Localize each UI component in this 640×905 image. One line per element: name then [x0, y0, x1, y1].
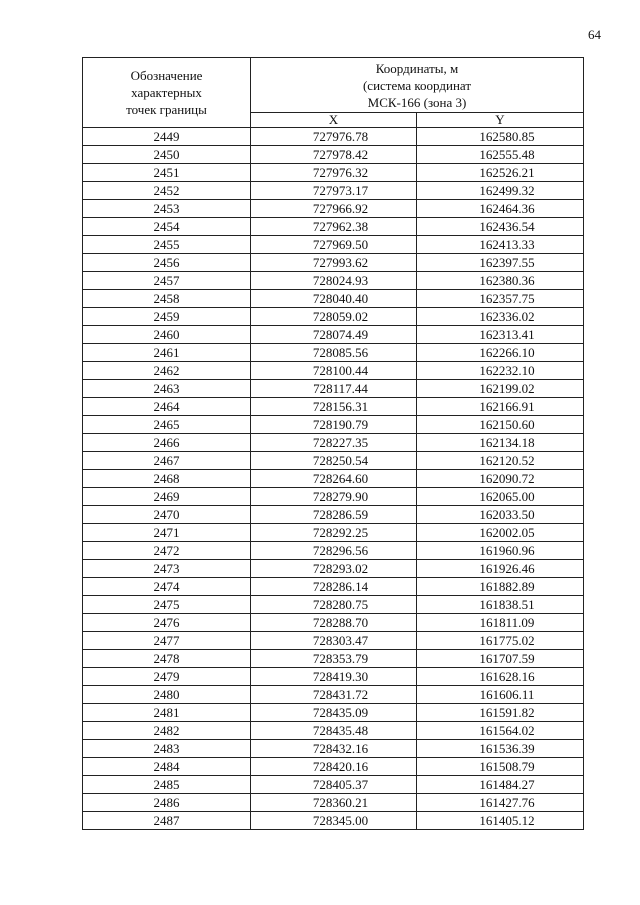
x-coordinate-cell: 728074.49: [251, 326, 417, 344]
y-coordinate-cell: 162120.52: [417, 452, 584, 470]
table-row: [83, 308, 584, 326]
y-coordinate-cell: 162413.33: [417, 236, 584, 254]
y-coordinate-cell: 161926.46: [417, 560, 584, 578]
point-id-cell: 2485: [83, 776, 251, 794]
x-coordinate-cell: 728360.21: [251, 794, 417, 812]
table-row: [83, 668, 584, 686]
point-id-cell: 2452: [83, 182, 251, 200]
table-row: [83, 776, 584, 794]
x-coordinate-cell: 728293.02: [251, 560, 417, 578]
point-id-cell: 2475: [83, 596, 251, 614]
point-id-cell: 2483: [83, 740, 251, 758]
x-coordinate-cell: 728431.72: [251, 686, 417, 704]
x-coordinate-cell: 728286.59: [251, 506, 417, 524]
point-id-cell: 2450: [83, 146, 251, 164]
y-coordinate-cell: 161960.96: [417, 542, 584, 560]
y-coordinate-cell: 161484.27: [417, 776, 584, 794]
y-coordinate-cell: 162150.60: [417, 416, 584, 434]
y-coordinate-cell: 162266.10: [417, 344, 584, 362]
point-id-cell: 2474: [83, 578, 251, 596]
point-id-cell: 2481: [83, 704, 251, 722]
y-coordinate-cell: 162336.02: [417, 308, 584, 326]
x-coordinate-cell: 728296.56: [251, 542, 417, 560]
table-row: [83, 758, 584, 776]
y-coordinate-cell: 162090.72: [417, 470, 584, 488]
x-coordinate-cell: 728435.09: [251, 704, 417, 722]
x-coordinate-cell: 728250.54: [251, 452, 417, 470]
table-row: [83, 200, 584, 218]
point-header-line-2: характерных: [131, 85, 202, 100]
table-header: [83, 58, 584, 128]
point-id-cell: 2456: [83, 254, 251, 272]
x-coordinate-cell: 728024.93: [251, 272, 417, 290]
y-coordinate-cell: 162134.18: [417, 434, 584, 452]
table-row: [83, 362, 584, 380]
y-coordinate-cell: 161775.02: [417, 632, 584, 650]
y-coordinate-cell: 161591.82: [417, 704, 584, 722]
point-id-cell: 2476: [83, 614, 251, 632]
table-row: [83, 452, 584, 470]
y-coordinate-cell: 161811.09: [417, 614, 584, 632]
coordinates-table: [82, 57, 584, 830]
point-id-cell: 2461: [83, 344, 251, 362]
x-coordinate-cell: 727973.17: [251, 182, 417, 200]
x-coordinate-cell: 728303.47: [251, 632, 417, 650]
x-coordinate-cell: 728190.79: [251, 416, 417, 434]
table-row: [83, 812, 584, 830]
table-row: [83, 398, 584, 416]
x-coordinate-cell: 728353.79: [251, 650, 417, 668]
x-coordinate-cell: 727978.42: [251, 146, 417, 164]
page-number: 64: [588, 27, 601, 42]
table-row: [83, 722, 584, 740]
point-id-cell: 2470: [83, 506, 251, 524]
table-body: [83, 128, 584, 830]
point-id-cell: 2459: [83, 308, 251, 326]
x-coordinate-cell: 727976.32: [251, 164, 417, 182]
x-coordinate-cell: 728117.44: [251, 380, 417, 398]
x-coordinate-cell: 728432.16: [251, 740, 417, 758]
x-coordinate-cell: 727962.38: [251, 218, 417, 236]
x-coordinate-cell: 727976.78: [251, 128, 417, 146]
y-coordinate-cell: 162580.85: [417, 128, 584, 146]
x-coordinate-cell: 728288.70: [251, 614, 417, 632]
table-row: [83, 470, 584, 488]
x-coordinate-cell: 728292.25: [251, 524, 417, 542]
coords-header-line-1: Координаты, м: [375, 60, 459, 76]
y-coordinate-cell: 161427.76: [417, 794, 584, 812]
y-coordinate-cell: 161508.79: [417, 758, 584, 776]
point-id-cell: 2460: [83, 326, 251, 344]
point-id-cell: 2478: [83, 650, 251, 668]
table-row: [83, 488, 584, 506]
point-id-cell: 2453: [83, 200, 251, 218]
x-coordinate-cell: 728227.35: [251, 434, 417, 452]
y-coordinate-cell: 162526.21: [417, 164, 584, 182]
table-row: [83, 560, 584, 578]
table-row: [83, 506, 584, 524]
table-row: [83, 434, 584, 452]
x-coordinate-cell: 728435.48: [251, 722, 417, 740]
y-coordinate-cell: 162166.91: [417, 398, 584, 416]
table-row: [83, 254, 584, 272]
y-coordinate-cell: 162033.50: [417, 506, 584, 524]
table-row: [83, 236, 584, 254]
x-coordinate-cell: 728420.16: [251, 758, 417, 776]
x-coordinate-cell: 727966.92: [251, 200, 417, 218]
y-coordinate-cell: 161606.11: [417, 686, 584, 704]
table-row: [83, 596, 584, 614]
point-id-cell: 2468: [83, 470, 251, 488]
table-row: [83, 650, 584, 668]
x-coordinate-cell: 728286.14: [251, 578, 417, 596]
y-coordinate-cell: 161536.39: [417, 740, 584, 758]
table-row: [83, 632, 584, 650]
table-row: [83, 686, 584, 704]
point-id-cell: 2473: [83, 560, 251, 578]
y-coordinate-cell: 162397.55: [417, 254, 584, 272]
point-id-cell: 2466: [83, 434, 251, 452]
table-row: [83, 704, 584, 722]
point-id-cell: 2472: [83, 542, 251, 560]
point-id-cell: 2462: [83, 362, 251, 380]
point-id-cell: 2467: [83, 452, 251, 470]
point-header-line-1: Обозначение: [130, 68, 203, 83]
y-coordinate-cell: 161564.02: [417, 722, 584, 740]
y-coordinate-cell: 162199.02: [417, 380, 584, 398]
y-coordinate-cell: 161628.16: [417, 668, 584, 686]
point-id-cell: 2480: [83, 686, 251, 704]
x-column-header: X: [251, 113, 417, 128]
point-id-cell: 2484: [83, 758, 251, 776]
point-id-cell: 2469: [83, 488, 251, 506]
y-column-header: Y: [417, 113, 584, 128]
x-coordinate-cell: 728156.31: [251, 398, 417, 416]
table-row: [83, 146, 584, 164]
table-row: [83, 542, 584, 560]
y-coordinate-cell: 162380.36: [417, 272, 584, 290]
point-id-cell: 2486: [83, 794, 251, 812]
y-coordinate-cell: 162464.36: [417, 200, 584, 218]
coords-header-line-2: (система координат: [362, 77, 472, 93]
point-id-cell: 2479: [83, 668, 251, 686]
point-id-cell: 2451: [83, 164, 251, 182]
x-coordinate-cell: 728280.75: [251, 596, 417, 614]
table-row: [83, 524, 584, 542]
x-coordinate-cell: 728345.00: [251, 812, 417, 830]
point-id-cell: 2482: [83, 722, 251, 740]
point-id-cell: 2458: [83, 290, 251, 308]
x-coordinate-cell: 727969.50: [251, 236, 417, 254]
y-coordinate-cell: 162555.48: [417, 146, 584, 164]
table-row: [83, 614, 584, 632]
point-id-cell: 2449: [83, 128, 251, 146]
y-coordinate-cell: 162313.41: [417, 326, 584, 344]
table-row: [83, 326, 584, 344]
table-row: [83, 344, 584, 362]
point-id-cell: 2464: [83, 398, 251, 416]
table-row: [83, 164, 584, 182]
point-id-cell: 2471: [83, 524, 251, 542]
table-row: [83, 794, 584, 812]
table-row: [83, 416, 584, 434]
point-id-cell: 2477: [83, 632, 251, 650]
y-coordinate-cell: 161707.59: [417, 650, 584, 668]
table-row: [83, 218, 584, 236]
x-coordinate-cell: 728279.90: [251, 488, 417, 506]
table-row: [83, 182, 584, 200]
x-coordinate-cell: 727993.62: [251, 254, 417, 272]
point-id-cell: 2487: [83, 812, 251, 830]
point-designation-header: [83, 58, 251, 128]
y-coordinate-cell: 162436.54: [417, 218, 584, 236]
y-coordinate-cell: 162499.32: [417, 182, 584, 200]
y-coordinate-cell: 162065.00: [417, 488, 584, 506]
x-coordinate-cell: 728419.30: [251, 668, 417, 686]
x-coordinate-cell: 728264.60: [251, 470, 417, 488]
point-id-cell: 2455: [83, 236, 251, 254]
y-coordinate-cell: 162002.05: [417, 524, 584, 542]
coords-header-line-3: МСК-166 (зона 3): [367, 94, 467, 110]
x-coordinate-cell: 728040.40: [251, 290, 417, 308]
table-row: [83, 272, 584, 290]
x-coordinate-cell: 728059.02: [251, 308, 417, 326]
y-coordinate-cell: 162357.75: [417, 290, 584, 308]
point-id-cell: 2463: [83, 380, 251, 398]
point-id-cell: 2457: [83, 272, 251, 290]
y-coordinate-cell: 161838.51: [417, 596, 584, 614]
point-id-cell: 2454: [83, 218, 251, 236]
y-coordinate-cell: 162232.10: [417, 362, 584, 380]
x-coordinate-cell: 728100.44: [251, 362, 417, 380]
x-coordinate-cell: 728405.37: [251, 776, 417, 794]
coordinates-header: [251, 58, 584, 113]
point-header-line-3: точек границы: [126, 102, 207, 117]
table-row: [83, 128, 584, 146]
table-row: [83, 380, 584, 398]
x-coordinate-cell: 728085.56: [251, 344, 417, 362]
table-row: [83, 578, 584, 596]
y-coordinate-cell: 161882.89: [417, 578, 584, 596]
table-row: [83, 290, 584, 308]
point-id-cell: 2465: [83, 416, 251, 434]
y-coordinate-cell: 161405.12: [417, 812, 584, 830]
table-row: [83, 740, 584, 758]
